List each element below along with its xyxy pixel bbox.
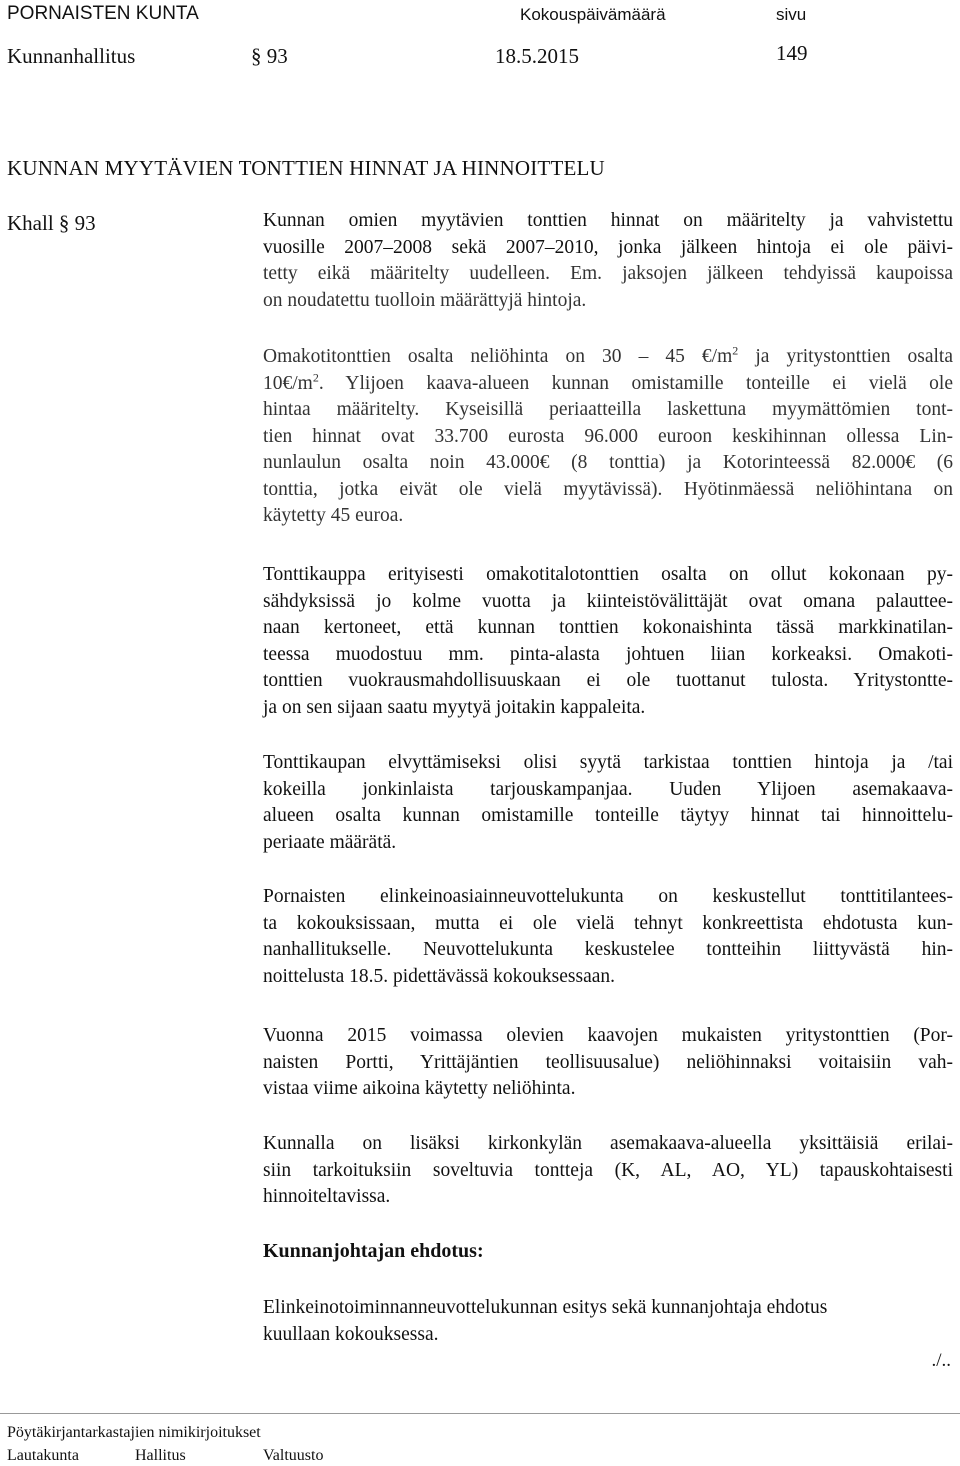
- footer-valtuusto: Valtuusto: [263, 1447, 324, 1464]
- meeting-date-label: Kokouspäivämäärä: [520, 5, 666, 24]
- text-line: tonttien vuokrausmahdollisuuskaan ei ole tuottanut tulosta. Yritystontte-: [263, 670, 953, 691]
- text-line: ja on sen sijaan saatu myytyä joitakin kappaleita.: [263, 696, 646, 718]
- text-line: kokeilla jonkinlaista tarjouskampanjaa. Uuden Ylijoen asemakaava-: [263, 778, 953, 800]
- text-line: on noudatettu tuolloin määrättyjä hintoja.: [263, 289, 587, 311]
- section-reference: Khall § 93: [7, 211, 96, 235]
- text-line: sähdyksissä jo kolme vuotta ja kiinteistövälittäjät ovat omana palauttee-: [263, 590, 953, 612]
- text-line: nanhallitukselle. Neuvottelukunta keskustelee tontteihin liittyvästä hin-: [263, 939, 953, 960]
- paragraph-revival: [263, 750, 953, 856]
- text-line: Kunnan omien myytävien tonttien hinnat on määritelty ja vahvistettu: [263, 210, 953, 231]
- text-line: Vuonna 2015 voimassa olevien kaavojen mukaisten yritystonttien (Por-: [263, 1025, 953, 1046]
- text-line: käytetty 45 euroa.: [263, 505, 404, 526]
- text-line: naisten Portti, Yrittäjäntien teollisuusalue) neliöhinnaksi voitaisiin vah-: [263, 1051, 953, 1073]
- text-line: siin tarkoituksiin soveltuvia tontteja (K, AL, AO, YL) tapauskohtaisesti: [263, 1159, 953, 1181]
- paragraph-proposal: [263, 1295, 953, 1348]
- text-line: periaate määrätä.: [263, 831, 397, 853]
- text-line: tetty eikä määritelty uudelleen. Em. jaksojen jälkeen tehdyissä kaupoissa: [263, 263, 953, 284]
- text-line: Kunnalla on lisäksi kirkonkylän asemakaava-alueella yksittäisiä erilai-: [263, 1133, 953, 1154]
- proposal-heading: Kunnanjohtajan ehdotus:: [263, 1240, 484, 1262]
- meeting-date: 18.5.2015: [495, 44, 579, 68]
- text-line: hintaa määritelty. Kyseisillä periaatteilla laskettuna myymättömien tont-: [263, 399, 953, 420]
- text-line: $10€/m^2$. Ylijoen kaava-alueen kunnan omistamille tonteille ei vielä ole: [263, 370, 953, 394]
- page-number: 149: [776, 41, 808, 65]
- text-line: naan kertoneet, että kunnan tonttien kokonaishinta tässä markkinatilan-: [263, 617, 953, 638]
- text-line: ta kokouksissaan, mutta ei ole vielä tehnyt konkreettista ehdotusta kun-: [263, 912, 953, 934]
- text-line: teessa muodostuu mm. pinta-alasta johtuen liian korkeaksi. Omakoti-: [263, 643, 953, 665]
- text-line: Elinkeinotoiminnanneuvottelukunnan esitys sekä kunnanjohtaja ehdotus: [263, 1297, 828, 1318]
- section-number: § 93: [251, 44, 288, 68]
- continuation-mark: ./..: [931, 1350, 951, 1371]
- footer-signatures-title: Pöytäkirjantarkastajien nimikirjoitukset: [7, 1424, 261, 1441]
- text-line: nunlaulun osalta noin 43.000€ (8 tonttia) ja Kotorinteessä 82.000€ (6: [263, 452, 953, 473]
- text-line: alueen osalta kunnan omistamille tonteille täytyy hinnat tai hinnoittelu-: [263, 805, 953, 826]
- footer-lautakunta: Lautakunta: [7, 1447, 79, 1464]
- footer-hallitus: Hallitus: [135, 1447, 186, 1464]
- text-line: tonttia, jotka eivät ole vielä myytävissä). Hyötinmäessä neliöhintana on: [263, 478, 953, 500]
- paragraph-prices-history: [263, 208, 953, 314]
- text-line: noittelusta 18.5. pidettävässä kokouksessaan.: [263, 965, 616, 987]
- text-line: Pornaisten elinkeinoasiainneuvottelukunta on keskustellut tonttitilantees-: [263, 886, 953, 907]
- text-line: tien hinnat ovat 33.700 eurosta 96.000 euroon keskihinnan ollessa Lin-: [263, 425, 953, 447]
- text-line: Tonttikaupan elvyttämiseksi olisi syytä tarkistaa tonttien hintoja ja /tai: [263, 752, 953, 773]
- paragraph-business-committee: [263, 884, 953, 990]
- municipality-name: PORNAISTEN KUNTA: [7, 3, 199, 24]
- paragraph-square-prices: [263, 344, 953, 530]
- text-line: Tonttikauppa erityisesti omakotitalotonttien osalta on ollut kokonaan py-: [263, 564, 953, 585]
- text-line: hinnoiteltavissa.: [263, 1186, 391, 1207]
- paragraph-village-plots: [263, 1131, 953, 1211]
- page-title: KUNNAN MYYTÄVIEN TONTTIEN HINNAT JA HINNOITTELU: [7, 156, 605, 180]
- footer-divider: [0, 1413, 960, 1414]
- text-line: vuosille 2007–2008 sekä 2007–2010, jonka jälkeen hintoja ei ole päivi-: [263, 236, 953, 258]
- text-line: Omakotitonttien osalta neliöhinta on 30 – 45 $€/m^2$ ja yritystonttien osalta: [263, 343, 953, 367]
- text-line: kuullaan kokouksessa.: [263, 1323, 439, 1345]
- page-label: sivu: [776, 5, 807, 24]
- paragraph-market-situation: [263, 562, 953, 721]
- text-line: vistaa viime aikoina käytetty neliöhinta.: [263, 1078, 576, 1099]
- paragraph-business-plots-2015: [263, 1023, 953, 1103]
- governing-body: Kunnanhallitus: [7, 44, 136, 68]
